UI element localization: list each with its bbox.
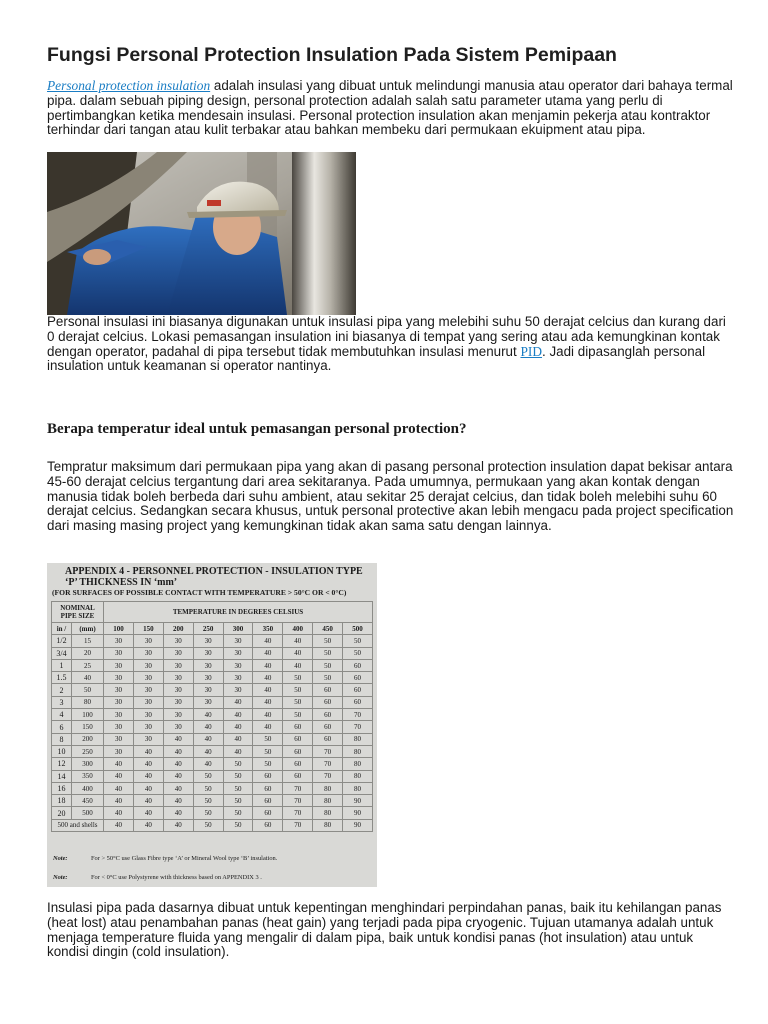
thickness-cell: 40 (283, 647, 313, 659)
thickness-cell: 40 (193, 709, 223, 721)
thickness-cell: 30 (193, 684, 223, 696)
thickness-cell: 90 (343, 819, 373, 831)
thickness-cell: 60 (313, 733, 343, 745)
pipe-size-mm: 450 (72, 795, 104, 807)
table-row (52, 709, 373, 721)
pipe-size-in: 10 (52, 745, 72, 757)
pipe-size-in: 8 (52, 733, 72, 745)
thickness-cell: 30 (163, 721, 193, 733)
pipe-size-in: 18 (52, 795, 72, 807)
thickness-cell: 80 (313, 795, 343, 807)
thickness-cell: 30 (104, 647, 134, 659)
thickness-cell: 30 (223, 647, 253, 659)
table-row (52, 672, 373, 684)
pipe-size-mm: 80 (72, 696, 104, 708)
thickness-cell: 40 (133, 807, 163, 819)
thickness-cell: 40 (253, 684, 283, 696)
thickness-cell: 40 (163, 733, 193, 745)
nominal-size-header: NOMINAL PIPE SIZE (52, 602, 104, 623)
worker-photo (47, 152, 356, 315)
thickness-cell: 70 (283, 807, 313, 819)
pipe-size-in: 2 (52, 684, 72, 696)
thickness-cell: 50 (343, 647, 373, 659)
thickness-cell: 40 (133, 745, 163, 757)
table-row (52, 721, 373, 733)
thickness-cell: 40 (163, 807, 193, 819)
thickness-cell: 70 (283, 819, 313, 831)
pipe-size-mm: 400 (72, 782, 104, 794)
thickness-cell: 60 (253, 795, 283, 807)
pipe-size-mm: 500 (72, 807, 104, 819)
thickness-cell: 40 (133, 795, 163, 807)
thickness-cell: 50 (313, 672, 343, 684)
thickness-cell: 40 (104, 819, 134, 831)
thickness-cell: 30 (193, 635, 223, 647)
thickness-cell: 30 (104, 635, 134, 647)
intro-paragraph (47, 79, 737, 138)
temp-col-header: 400 (283, 623, 313, 635)
personal-protection-link[interactable]: Personal protection insulation (47, 78, 211, 93)
col-mm: (mm) (72, 623, 104, 635)
thickness-cell: 60 (343, 672, 373, 684)
thickness-cell: 50 (223, 782, 253, 794)
thickness-cell: 60 (283, 721, 313, 733)
temp-col-header: 250 (193, 623, 223, 635)
thickness-cell: 70 (283, 795, 313, 807)
thickness-cell: 30 (193, 672, 223, 684)
pipe-size-in: 4 (52, 709, 72, 721)
table-note-1: Note: For > 50°C use Glass Fibre type ‘A’ or Mineral Wool type ‘B’ insulation. (53, 855, 278, 862)
table-subtitle: ‘P’ THICKNESS IN ‘mm’ (65, 577, 178, 588)
thickness-cell: 50 (283, 696, 313, 708)
thickness-cell: 40 (253, 647, 283, 659)
pipe-size-in: 6 (52, 721, 72, 733)
thickness-cell: 40 (163, 782, 193, 794)
col-in: in / (52, 623, 72, 635)
thickness-cell: 40 (133, 782, 163, 794)
thickness-cell: 70 (313, 770, 343, 782)
thickness-cell: 90 (343, 795, 373, 807)
table-row (52, 659, 373, 671)
thickness-cell: 90 (343, 807, 373, 819)
thickness-cell: 60 (253, 782, 283, 794)
pid-link[interactable]: PID (520, 343, 543, 359)
thickness-cell: 60 (343, 684, 373, 696)
thickness-cell: 60 (283, 745, 313, 757)
thickness-cell: 30 (163, 696, 193, 708)
thickness-cell: 30 (193, 696, 223, 708)
pipe-size-mm: 50 (72, 684, 104, 696)
temperature-heading: Berapa temperatur ideal untuk pemasangan personal protection? (47, 421, 467, 437)
thickness-cell: 30 (104, 684, 134, 696)
table-row (52, 782, 373, 794)
thickness-cell: 30 (163, 635, 193, 647)
page-title: Fungsi Personal Protection Insulation Pada Sistem Pemipaan (47, 44, 617, 66)
thickness-cell: 50 (223, 758, 253, 770)
insulation-paragraph: Insulasi pipa pada dasarnya dibuat untuk kepentingan menghindari perpindahan panas, baik itu kehilangan panas (heat lost) atau penambahan panas (heat gain) yang terjadi pada pipa cryogenic. Tujuan utamanya adalah untuk menjaga temperature fluida yang mengalir di dalam pipa, baik untuk kondisi panas (hot insulation) atau untuk kondisi dingin (cold insulation). (47, 900, 722, 960)
thickness-cell: 30 (104, 659, 134, 671)
thickness-cell: 30 (104, 672, 134, 684)
pipe-size-mm: 200 (72, 733, 104, 745)
table-title: APPENDIX 4 - PERSONNEL PROTECTION - INSULATION TYPE (65, 566, 363, 577)
thickness-cell: 40 (163, 758, 193, 770)
thickness-cell: 30 (133, 635, 163, 647)
thickness-cell: 40 (163, 819, 193, 831)
thickness-cell: 60 (313, 684, 343, 696)
thickness-cell: 80 (343, 770, 373, 782)
pipe-size-in: 1 (52, 659, 72, 671)
thickness-cell: 60 (313, 709, 343, 721)
thickness-cell: 60 (253, 770, 283, 782)
table-row (52, 745, 373, 757)
table-note-2: Note: For < 0°C use Polystyrene with thickness based on APPENDIX 3 . (53, 874, 262, 881)
thickness-cell: 50 (253, 758, 283, 770)
thickness-cell: 40 (104, 758, 134, 770)
pipe-size-mm: 25 (72, 659, 104, 671)
pipe-size-mm: 350 (72, 770, 104, 782)
thickness-cell: 30 (104, 696, 134, 708)
temp-col-header: 200 (163, 623, 193, 635)
pipe-size-in: 12 (52, 758, 72, 770)
thickness-cell: 60 (313, 696, 343, 708)
pipe-size-mm: 150 (72, 721, 104, 733)
thickness-cell: 40 (104, 770, 134, 782)
table-row (52, 635, 373, 647)
thickness-cell: 40 (133, 770, 163, 782)
thickness-cell: 30 (133, 672, 163, 684)
thickness-cell: 80 (343, 782, 373, 794)
pipe-size-in: 20 (52, 807, 72, 819)
thickness-cell: 60 (253, 807, 283, 819)
thickness-cell: 50 (253, 733, 283, 745)
thickness-cell: 30 (163, 659, 193, 671)
temp-col-header: 350 (253, 623, 283, 635)
thickness-cell: 30 (104, 733, 134, 745)
thickness-cell: 50 (193, 819, 223, 831)
thickness-cell: 70 (283, 782, 313, 794)
thickness-cell: 50 (193, 770, 223, 782)
thickness-cell: 50 (313, 659, 343, 671)
thickness-cell: 60 (343, 696, 373, 708)
pipe-size-mm: 300 (72, 758, 104, 770)
thickness-cell: 40 (163, 745, 193, 757)
thickness-cell: 40 (193, 745, 223, 757)
thickness-cell: 30 (133, 659, 163, 671)
temp-col-header: 500 (343, 623, 373, 635)
pipe-size-in: 3 (52, 696, 72, 708)
thickness-cell: 40 (163, 770, 193, 782)
thickness-cell: 70 (343, 721, 373, 733)
table-row (52, 696, 373, 708)
thickness-cell: 50 (223, 807, 253, 819)
pipe-size-mm: 15 (72, 635, 104, 647)
thickness-cell: 70 (343, 709, 373, 721)
thickness-cell: 80 (343, 733, 373, 745)
thickness-cell: 40 (163, 795, 193, 807)
thickness-cell: 40 (253, 696, 283, 708)
thickness-cell: 80 (313, 819, 343, 831)
thickness-cell: 80 (343, 758, 373, 770)
thickness-cell: 40 (104, 807, 134, 819)
thickness-cell: 40 (223, 721, 253, 733)
thickness-cell: 60 (343, 659, 373, 671)
thickness-cell: 50 (313, 635, 343, 647)
pipe-size-in: 1.5 (52, 672, 72, 684)
thickness-cell: 30 (223, 635, 253, 647)
thickness-cell: 30 (193, 647, 223, 659)
temp-col-header: 100 (104, 623, 134, 635)
pipe-size-mm: 40 (72, 672, 104, 684)
thickness-cell: 60 (313, 721, 343, 733)
thickness-cell: 40 (283, 635, 313, 647)
thickness-cell: 60 (253, 819, 283, 831)
thickness-cell: 40 (253, 721, 283, 733)
thickness-cell: 30 (133, 647, 163, 659)
thickness-cell: 70 (313, 745, 343, 757)
pipe-size-in: 3/4 (52, 647, 72, 659)
thickness-cell: 40 (283, 659, 313, 671)
thickness-cell: 40 (223, 696, 253, 708)
temperature-paragraph: Tempratur maksimum dari permukaan pipa yang akan di pasang personal protection insulation dapat bekisar antara 45-60 derajat celcius tergantung dari area sekitaranya. Pada umumnya, permukaan yang akan kontak dengan manusia tidak boleh berbeda dari suhu ambient, atau sekitar 25 derajat celcius, dan tidak boleh melebihi suhu 60 derajat celcius. Sedangkan secara khusus, untuk personal protective akan lebih mengacu pada project specification dari masing masing project yang kemungkinan tidak akan sama satu dengan lainnya. (47, 459, 734, 534)
pipe-size-in: 16 (52, 782, 72, 794)
temp-col-header: 150 (133, 623, 163, 635)
thickness-cell: 50 (343, 635, 373, 647)
thickness-cell: 30 (223, 659, 253, 671)
thickness-cell: 30 (104, 721, 134, 733)
thickness-cell: 40 (133, 819, 163, 831)
thickness-cell: 50 (283, 709, 313, 721)
table-row (52, 758, 373, 770)
thickness-cell: 50 (283, 672, 313, 684)
thickness-cell: 50 (193, 807, 223, 819)
thickness-cell: 40 (223, 709, 253, 721)
thickness-cell: 30 (163, 709, 193, 721)
thickness-cell: 30 (223, 672, 253, 684)
thickness-cell: 30 (104, 709, 134, 721)
table-row (52, 819, 373, 831)
thickness-cell: 30 (133, 709, 163, 721)
usage-paragraph: Personal insulasi ini biasanya digunakan untuk insulasi pipa yang melebihi suhu 50 derajat celcius dan kurang dari 0 derajat celcius. Lokasi pemasangan insulation ini biasanya di tempat yang sering atau ada kemungkinan kontak dengan operator, padahal di pipa tersebut tidak membutuhkan insulasi menurut PID. Jadi dipasanglah personal insulation untuk keamanan si operator nantinya. (47, 314, 726, 374)
insulation-thickness-table (51, 601, 373, 832)
table-row (52, 795, 373, 807)
thickness-cell: 30 (133, 733, 163, 745)
temp-col-header: 450 (313, 623, 343, 635)
appendix-table-image (47, 563, 377, 887)
thickness-cell: 40 (253, 659, 283, 671)
pipe-size-mm: 100 (72, 709, 104, 721)
thickness-cell: 80 (313, 807, 343, 819)
pipe-size-mm: 250 (72, 745, 104, 757)
thickness-cell: 30 (133, 696, 163, 708)
table-row (52, 770, 373, 782)
thickness-cell: 80 (343, 745, 373, 757)
table-condition: (FOR SURFACES OF POSSIBLE CONTACT WITH TEMPERATURE > 50°C OR < 0°C) (52, 588, 347, 597)
thickness-cell: 40 (133, 758, 163, 770)
thickness-cell: 50 (223, 770, 253, 782)
thickness-cell: 40 (253, 635, 283, 647)
temperature-row (52, 623, 373, 635)
thickness-cell: 50 (223, 819, 253, 831)
temperature-header: TEMPERATURE IN DEGREES CELSIUS (104, 602, 373, 623)
pipe-size-mm: 20 (72, 647, 104, 659)
pipe-size-shells: 500 and shells (52, 819, 104, 831)
thickness-cell: 50 (283, 684, 313, 696)
table-row (52, 733, 373, 745)
table-row (52, 807, 373, 819)
pipe-size-in: 14 (52, 770, 72, 782)
thickness-cell: 40 (253, 672, 283, 684)
thickness-cell: 30 (163, 684, 193, 696)
thickness-cell: 40 (223, 745, 253, 757)
thickness-cell: 50 (313, 647, 343, 659)
thickness-cell: 40 (193, 758, 223, 770)
thickness-cell: 30 (223, 684, 253, 696)
thickness-cell: 80 (313, 782, 343, 794)
thickness-cell: 30 (193, 659, 223, 671)
thickness-cell: 70 (313, 758, 343, 770)
thickness-cell: 50 (223, 795, 253, 807)
thickness-cell: 40 (193, 721, 223, 733)
temp-col-header: 300 (223, 623, 253, 635)
thickness-cell: 50 (253, 745, 283, 757)
intro-text: adalah insulasi yang dibuat untuk melindungi manusia atau operator dari bahaya termal pipa. dalam sebuah piping design, personal protection adalah salah satu parameter utama yang perlu di pertimbangkan ketika mendesain insulasi. Personal protection insulation akan menjamin pekerja atau kontraktor terhindar dari tangan atau kulit terbakar atau bahkan membeku dari permukaan ekuipment atau pipa. (47, 78, 733, 138)
thickness-cell: 30 (133, 721, 163, 733)
thickness-cell: 30 (163, 647, 193, 659)
thickness-cell: 40 (193, 733, 223, 745)
table-row (52, 647, 373, 659)
thickness-cell: 60 (283, 733, 313, 745)
thickness-cell: 30 (104, 745, 134, 757)
thickness-cell: 50 (193, 782, 223, 794)
thickness-cell: 60 (283, 758, 313, 770)
thickness-cell: 60 (283, 770, 313, 782)
thickness-cell: 30 (163, 672, 193, 684)
pipe-size-in: 1/2 (52, 635, 72, 647)
thickness-cell: 40 (104, 782, 134, 794)
thickness-cell: 40 (223, 733, 253, 745)
thickness-cell: 40 (104, 795, 134, 807)
thickness-cell: 30 (133, 684, 163, 696)
thickness-cell: 40 (253, 709, 283, 721)
table-row (52, 684, 373, 696)
thickness-cell: 50 (193, 795, 223, 807)
